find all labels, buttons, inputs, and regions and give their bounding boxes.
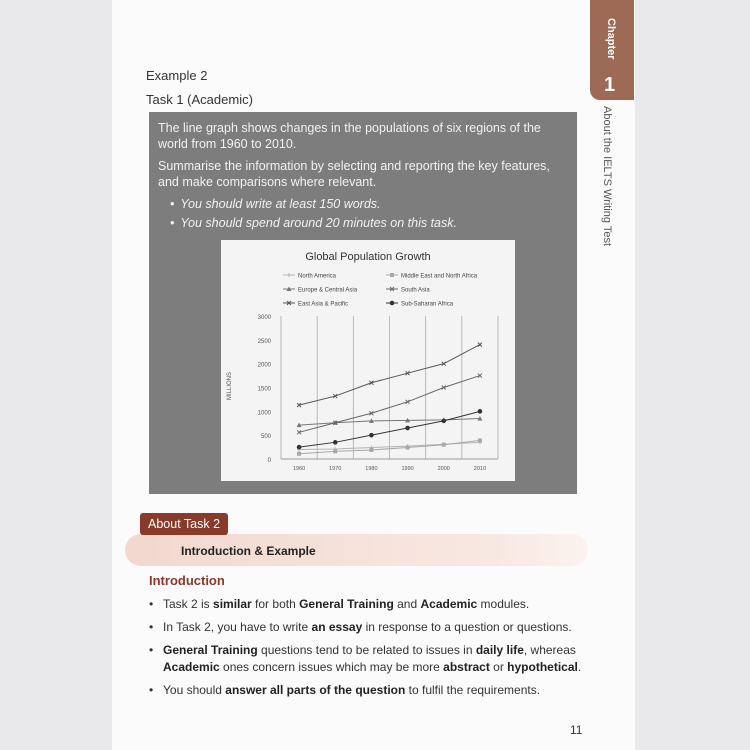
bullet-text: .: [577, 660, 582, 674]
x-tick-label: 1970: [329, 466, 342, 472]
bullet-text: , whereas: [523, 643, 576, 657]
bullet-text: and: [393, 597, 421, 611]
section-band: [125, 534, 588, 566]
chart-title: Global Population Growth: [305, 251, 431, 263]
example-heading: Example 2: [146, 68, 208, 83]
bold-term: Academic: [163, 660, 220, 674]
y-tick-label: 500: [260, 434, 271, 441]
chapter-label: Chapter: [605, 18, 617, 60]
y-axis-label: MILLIONS: [227, 371, 233, 401]
bullet-text: to fulfil the requirements.: [405, 683, 541, 697]
bullet-text: in response to a question or questions.: [362, 620, 572, 634]
data-point: [287, 273, 291, 277]
bold-term: hypothetical: [507, 660, 578, 674]
bullet-text: for both: [251, 597, 300, 611]
legend-label: Sub-Saharan Africa: [401, 301, 454, 308]
data-point: [442, 443, 446, 447]
bold-term: abstract: [443, 660, 490, 674]
data-point: [369, 433, 374, 438]
task-prompt-box: [149, 112, 577, 494]
data-point: [406, 446, 410, 450]
data-point: [297, 452, 301, 456]
bold-term: similar: [213, 597, 252, 611]
data-point: [478, 438, 482, 442]
task-heading: Task 1 (Academic): [146, 92, 253, 107]
x-tick-label: 1980: [365, 466, 378, 472]
legend-label: South Asia: [401, 287, 430, 294]
x-tick-label: 1990: [401, 466, 414, 472]
y-tick-label: 2000: [257, 362, 271, 369]
prompt-text: The line graph shows changes in the populations of six regions of the world from 1960 to 2010.: [158, 121, 541, 151]
data-point: [333, 449, 337, 453]
x-tick-label: 2010: [473, 466, 487, 472]
data-point: [390, 273, 394, 277]
bullet-text: questions tend to be related to issues in: [257, 643, 476, 657]
bold-term: General Training: [163, 643, 258, 657]
x-tick-label: 1960: [292, 466, 306, 472]
y-tick-label: 1500: [257, 386, 271, 393]
chart-svg: [221, 240, 515, 481]
y-tick-label: 0: [267, 458, 271, 464]
prompt-instructions: Summarise the information by selecting and reporting the key features, and make comparisons where relevant.: [158, 159, 550, 189]
data-point: [405, 426, 410, 431]
bullet-item: [149, 642, 585, 676]
prompt-bullet: • You should spend around 20 minutes on this task.: [170, 215, 567, 231]
chapter-title: About the IELTS Writing Test: [601, 106, 613, 247]
prompt-bullet: • You should write at least 150 words.: [170, 196, 567, 212]
chapter-tab: [590, 0, 634, 100]
bullet-item: [149, 619, 585, 636]
bold-term: Academic: [420, 597, 478, 611]
bold-term: daily life: [475, 643, 524, 657]
y-tick-label: 1000: [257, 410, 271, 417]
page-number: 11: [570, 723, 583, 737]
band-title: Introduction & Example: [181, 544, 316, 558]
bold-term: General Training: [299, 597, 394, 611]
y-tick-label: 3000: [257, 315, 271, 321]
about-task2-heading: About Task 2: [140, 513, 228, 535]
y-tick-label: 2500: [257, 338, 271, 345]
legend-label: North America: [298, 273, 337, 280]
data-point: [441, 419, 446, 424]
bullet-text: In Task 2, you have to write: [163, 620, 312, 634]
data-point: [478, 343, 482, 347]
bullet-text: Task 2 is: [163, 597, 214, 611]
bullet-text: ones concern issues which may be more: [219, 660, 444, 674]
data-point: [333, 440, 338, 445]
legend-label: Middle East and North Africa: [401, 273, 478, 280]
chapter-number: 1: [604, 74, 616, 96]
bullet-item: [149, 682, 585, 699]
bold-term: an essay: [311, 620, 363, 634]
data-point: [478, 409, 483, 414]
bullet-text: You should: [163, 683, 226, 697]
data-point: [369, 448, 373, 452]
data-point: [297, 445, 302, 450]
bullet-item: [149, 596, 585, 613]
bullet-text: or: [489, 660, 508, 674]
x-tick-label: 2000: [437, 466, 450, 472]
introduction-heading: Introduction: [149, 573, 225, 588]
legend-label: East Asia & Pacific: [298, 301, 349, 308]
bullet-list: [149, 596, 585, 699]
legend-label: Europe & Central Asia: [298, 287, 358, 294]
bold-term: answer all parts of the question: [225, 683, 406, 697]
data-point: [390, 301, 395, 306]
population-chart: [221, 240, 515, 481]
bullet-text: modules.: [477, 597, 530, 611]
